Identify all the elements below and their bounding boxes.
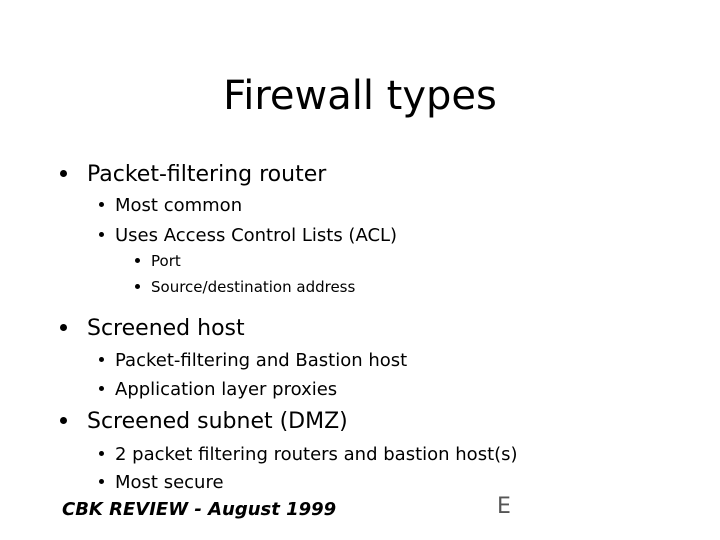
bullet-text: Most secure <box>115 472 224 493</box>
slide-title: Firewall types <box>223 73 497 119</box>
bullet-text: Most common <box>115 195 243 216</box>
bullet-uses-acl <box>99 224 397 248</box>
bullet-text: Source/destination address <box>151 278 356 296</box>
bullet-packet-filtering-router <box>60 161 326 189</box>
slide-marker: E <box>497 494 511 519</box>
bullet-dot-icon <box>60 170 67 177</box>
bullet-application-layer-proxies <box>99 378 337 402</box>
bullet-text: Packet-filtering and Bastion host <box>115 350 408 371</box>
bullet-dot-icon <box>99 202 104 207</box>
bullet-text: Screened subnet (DMZ) <box>87 409 348 434</box>
bullet-dot-icon <box>99 357 104 362</box>
bullet-source-destination <box>135 277 355 297</box>
bullet-text: Uses Access Control Lists (ACL) <box>115 225 398 246</box>
bullet-dot-icon <box>135 284 140 289</box>
bullet-two-packet-filtering-routers <box>99 443 518 467</box>
bullet-dot-icon <box>99 386 104 391</box>
bullet-dot-icon <box>135 258 140 263</box>
slide-footer: CBK REVIEW - August 1999 <box>62 499 337 520</box>
bullet-text: Packet-filtering router <box>87 162 327 187</box>
bullet-dot-icon <box>60 324 67 331</box>
bullet-packet-filtering-bastion <box>99 349 407 373</box>
bullet-dot-icon <box>99 451 104 456</box>
bullet-text: Screened host <box>87 316 245 341</box>
bullet-text: Port <box>151 252 181 270</box>
bullet-dot-icon <box>60 417 67 424</box>
bullet-most-secure <box>99 471 224 495</box>
bullet-dot-icon <box>99 479 104 484</box>
bullet-most-common <box>99 194 242 218</box>
bullet-text: Application layer proxies <box>115 379 338 400</box>
bullet-screened-subnet <box>60 408 348 436</box>
bullet-text: 2 packet filtering routers and bastion host(s) <box>115 444 518 465</box>
bullet-screened-host <box>60 315 245 343</box>
bullet-port <box>135 251 181 271</box>
bullet-dot-icon <box>99 232 104 237</box>
